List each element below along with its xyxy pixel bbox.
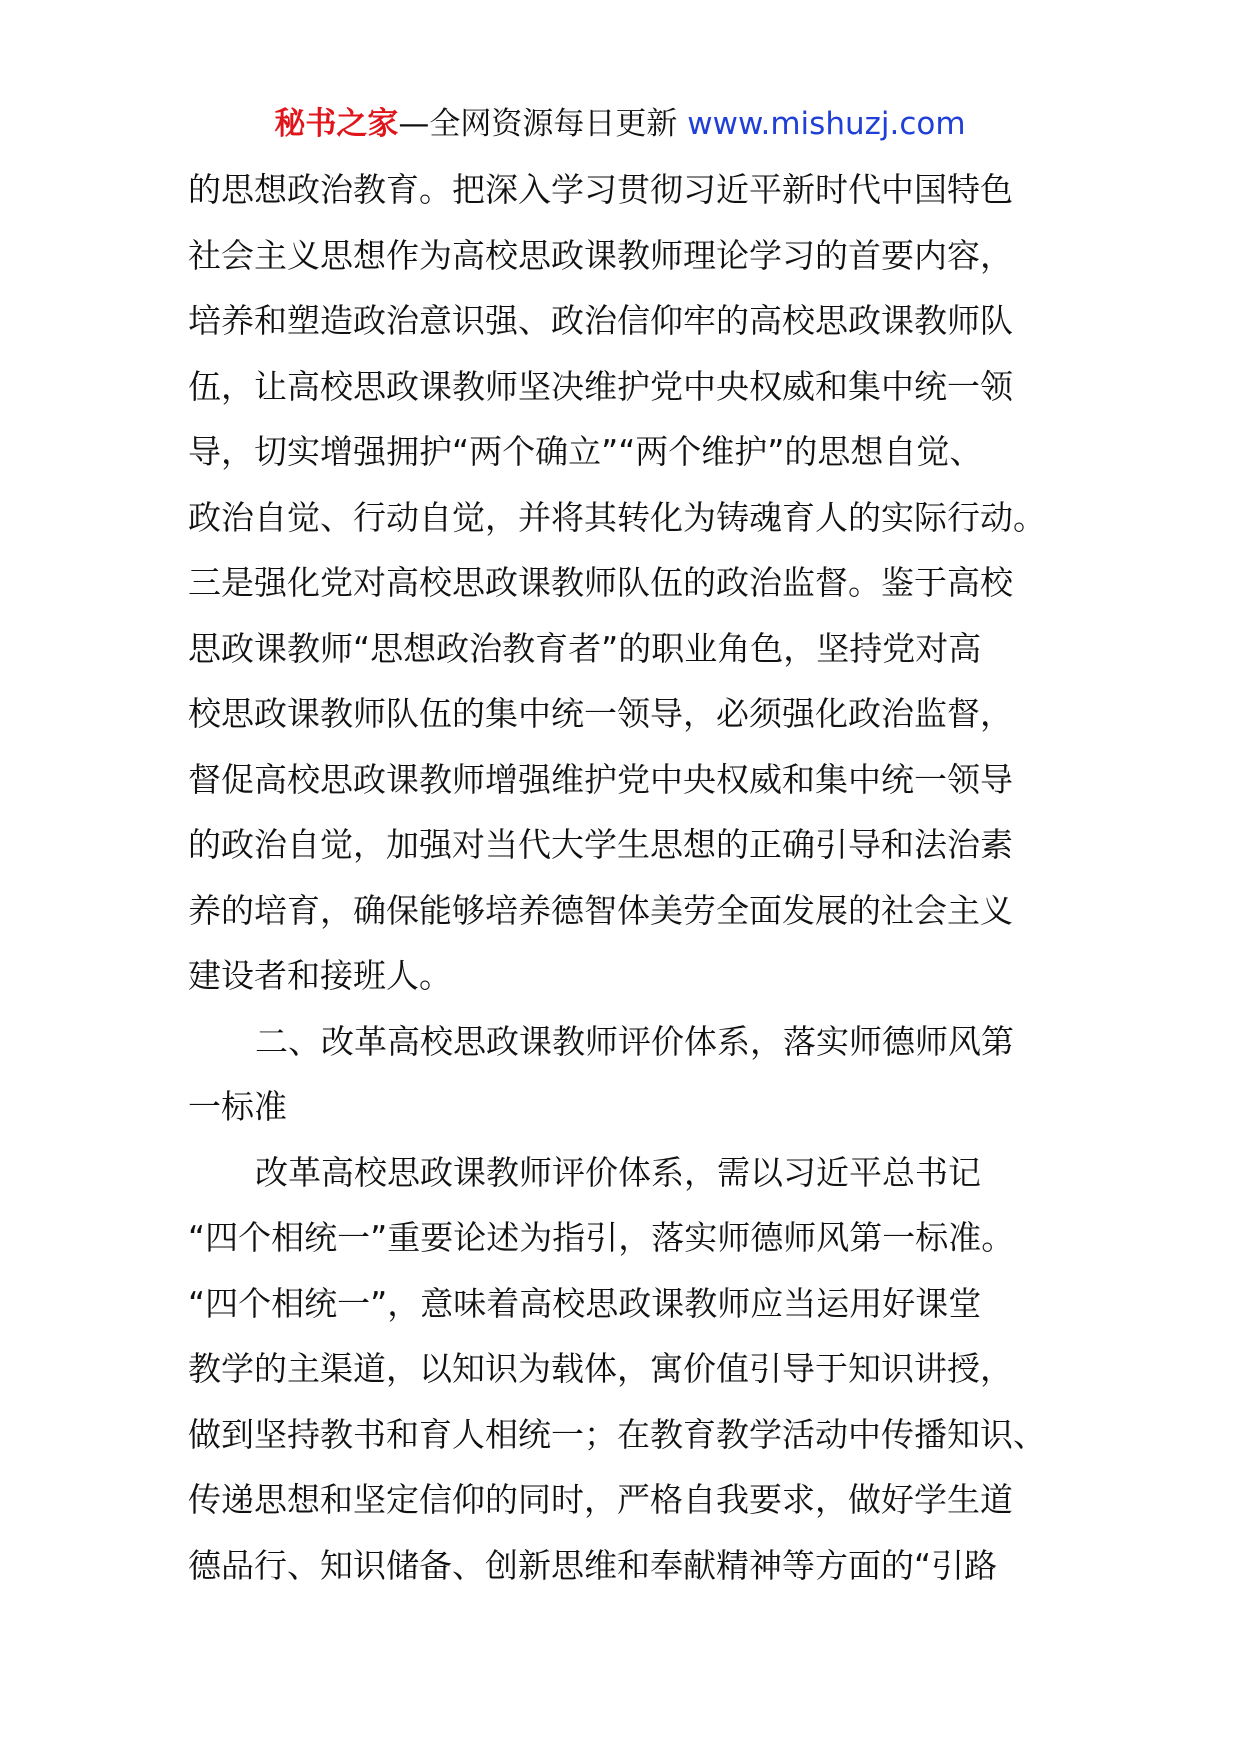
text-line: 传递思想和坚定信仰的同时，严格自我要求，做好学生道 — [188, 1480, 1013, 1519]
text-line: 的思想政治教育。把深入学习贯彻习近平新时代中国特色 — [188, 170, 1013, 209]
body-text — [188, 157, 1048, 1598]
text-line: 的政治自觉，加强对当代大学生思想的正确引导和法治素 — [188, 825, 1013, 864]
text-line: 改革高校思政课教师评价体系，需以习近平总书记 — [255, 1152, 981, 1192]
text-line: 养的培育，确保能够培养德智体美劳全面发展的社会主义 — [188, 890, 1013, 930]
header-url[interactable]: www.mishuzj.com — [687, 106, 966, 142]
text-line: 校思政课教师队伍的集中统一领导，必须强化政治监督， — [188, 694, 1013, 733]
text-line: 教学的主渠道，以知识为载体，寓价值引导于知识讲授， — [188, 1349, 1013, 1388]
text-line: 思政课教师“思想政治教育者”的职业角色，坚持党对高 — [188, 628, 982, 668]
text-line: 导，切实增强拥护“两个确立”“两个维护”的思想自觉、 — [188, 432, 983, 471]
text-line: 做到坚持教书和育人相统一；在教育教学活动中传播知识、 — [188, 1414, 1046, 1454]
header-brand: 秘书之家 — [274, 106, 399, 142]
text-line: “四个相统一”重要论述为指引，落实师德师风第一标准。 — [188, 1218, 1015, 1257]
text-line: 建设者和接班人。 — [188, 956, 452, 995]
text-line: 德品行、知识储备、创新思维和奉献精神等方面的“引路 — [188, 1545, 998, 1585]
text-line: 三是强化党对高校思政课教师队伍的政治监督。鉴于高校 — [188, 563, 1013, 602]
text-line: 政治自觉、行动自觉，并将其转化为铸魂育人的实际行动。 — [188, 497, 1046, 537]
text-line: 伍，让高校思政课教师坚决维护党中央权威和集中统一领 — [188, 366, 1013, 406]
text-line: “四个相统一”，意味着高校思政课教师应当运用好课堂 — [188, 1283, 982, 1323]
text-line: 一标准 — [188, 1087, 287, 1126]
text-line: 督促高校思政课教师增强维护党中央权威和集中统一领导 — [188, 759, 1013, 799]
text-line: 二、改革高校思政课教师评价体系，落实师德师风第 — [255, 1021, 1014, 1061]
page-header — [0, 104, 1240, 144]
text-line: 培养和塑造政治意识强、政治信仰牢的高校思政课教师队 — [188, 301, 1013, 340]
text-line: 社会主义思想作为高校思政课教师理论学习的首要内容， — [188, 235, 1013, 275]
header-tagline: —全网资源每日更新 — [398, 106, 688, 142]
